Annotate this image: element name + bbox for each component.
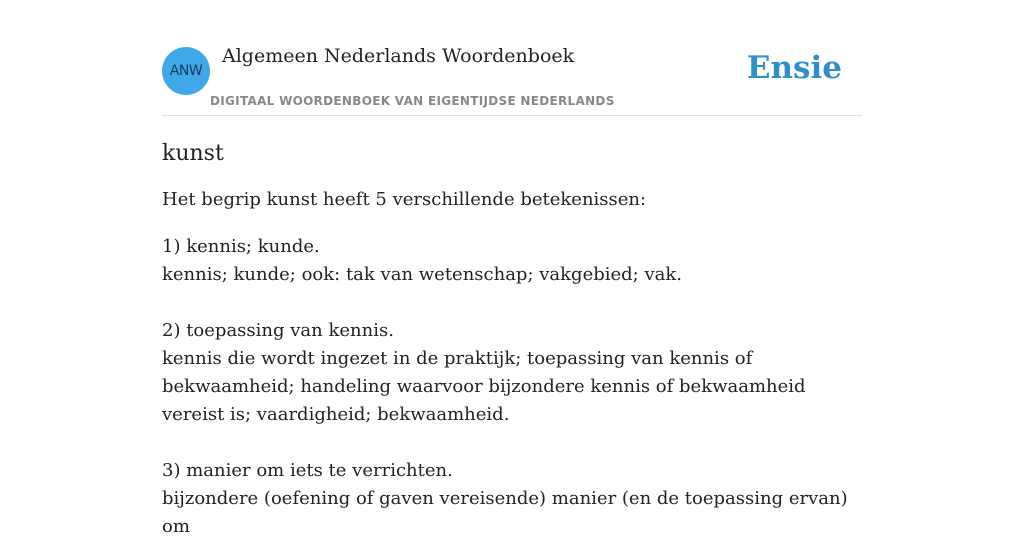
meaning-item [162,457,862,541]
meaning-definition: kennis; kunde; ook: tak van wetenschap; vakgebied; vak. [162,264,682,285]
entry-term: kunst [162,141,224,166]
site-title[interactable]: Algemeen Nederlands Woordenboek [222,45,575,67]
meaning-item [162,233,862,289]
meaning-definition: bijzondere (oefening of gaven vereisende) manier (en de toepassing ervan) om [162,488,848,537]
site-subtitle: DIGITAAL WOORDENBOEK VAN EIGENTIJDSE NEDERLANDS [210,94,615,108]
meaning-definition: kennis die wordt ingezet in de praktijk; toepassing van kennis of bekwaamheid; handeling waarvoor bijzondere kennis of bekwaamheid vereist is; vaardigheid; bekwaamheid. [162,348,806,425]
meanings-list [162,233,862,541]
anw-logo[interactable]: ANW [162,47,210,95]
site-header [162,0,862,116]
entry-intro: Het begrip kunst heeft 5 verschillende betekenissen: [162,189,647,210]
meaning-heading: 2) toepassing van kennis. [162,320,394,341]
entry-content [162,136,862,541]
meaning-item [162,317,862,429]
ensie-logo[interactable]: Ensie [746,50,842,86]
meaning-heading: 3) manier om iets te verrichten. [162,460,453,481]
meaning-heading: 1) kennis; kunde. [162,236,320,257]
